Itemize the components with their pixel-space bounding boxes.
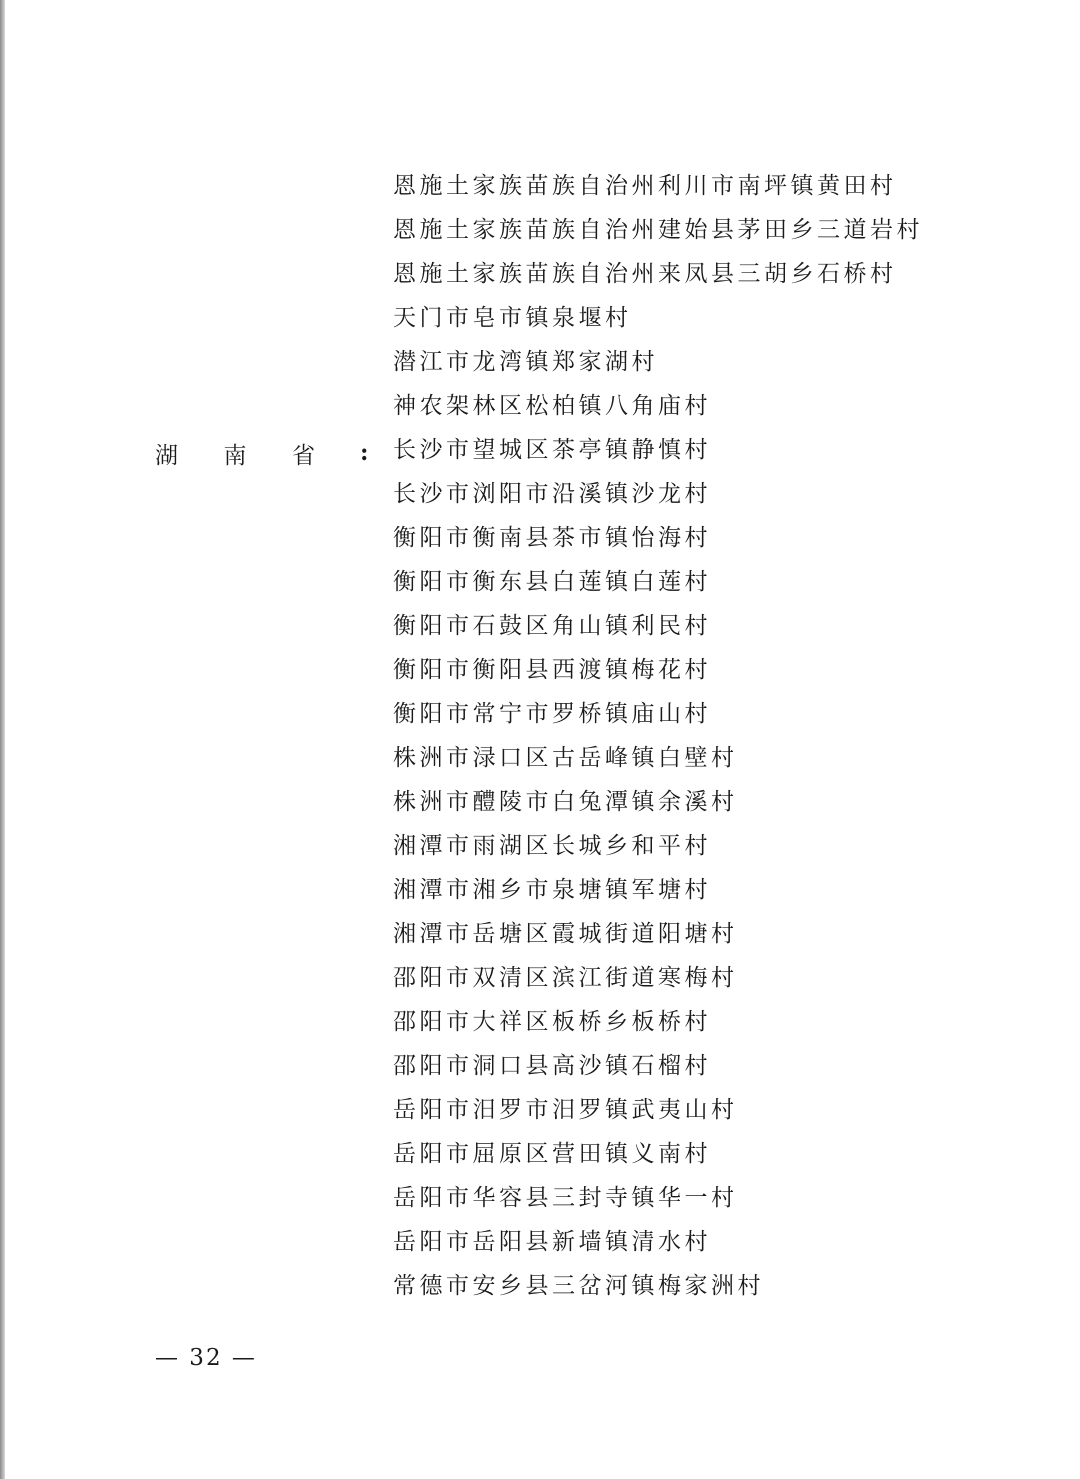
page-number: — 32 — [155, 1345, 257, 1371]
list-item: 衡阳市石鼓区角山镇利民村 [393, 613, 711, 639]
list-item: 衡阳市衡南县茶市镇怡海村 [393, 525, 711, 551]
province-char-3: 省 [292, 442, 315, 469]
province-char-1: 湖 [155, 442, 178, 469]
list-item: 邵阳市洞口县高沙镇石榴村 [393, 1053, 711, 1079]
province-colon: : [360, 439, 369, 466]
list-item: 岳阳市屈原区营田镇义南村 [393, 1141, 711, 1167]
list-item: 长沙市望城区茶亭镇静慎村 [393, 437, 711, 463]
list-item: 恩施土家族苗族自治州来凤县三胡乡石桥村 [393, 261, 897, 287]
list-item: 恩施土家族苗族自治州建始县茅田乡三道岩村 [393, 217, 923, 243]
province-heading [155, 437, 369, 469]
list-item: 常德市安乡县三岔河镇梅家洲村 [393, 1273, 764, 1299]
list-item: 衡阳市常宁市罗桥镇庙山村 [393, 701, 711, 727]
list-item: 岳阳市岳阳县新墙镇清水村 [393, 1229, 711, 1255]
list-item: 长沙市浏阳市沿溪镇沙龙村 [393, 481, 711, 507]
list-item: 邵阳市大祥区板桥乡板桥村 [393, 1009, 711, 1035]
list-item: 湘潭市湘乡市泉塘镇军塘村 [393, 877, 711, 903]
list-item: 岳阳市华容县三封寺镇华一村 [393, 1185, 738, 1211]
page-edge-shadow [0, 0, 5, 1479]
list-item: 天门市皂市镇泉堰村 [393, 305, 632, 331]
list-item: 岳阳市汨罗市汨罗镇武夷山村 [393, 1097, 738, 1123]
list-item: 湘潭市雨湖区长城乡和平村 [393, 833, 711, 859]
list-item: 衡阳市衡阳县西渡镇梅花村 [393, 657, 711, 683]
list-item: 邵阳市双清区滨江街道寒梅村 [393, 965, 738, 991]
village-list [393, 170, 923, 1314]
province-char-2: 南 [223, 442, 247, 469]
province-name [155, 437, 315, 470]
list-item: 恩施土家族苗族自治州利川市南坪镇黄田村 [393, 173, 897, 199]
list-item: 衡阳市衡东县白莲镇白莲村 [393, 569, 711, 595]
list-item: 神农架林区松柏镇八角庙村 [393, 393, 711, 419]
list-item: 湘潭市岳塘区霞城街道阳塘村 [393, 921, 738, 947]
list-item: 株洲市醴陵市白兔潭镇余溪村 [393, 789, 738, 815]
list-item: 潜江市龙湾镇郑家湖村 [393, 349, 658, 375]
list-item: 株洲市渌口区古岳峰镇白壁村 [393, 745, 738, 771]
